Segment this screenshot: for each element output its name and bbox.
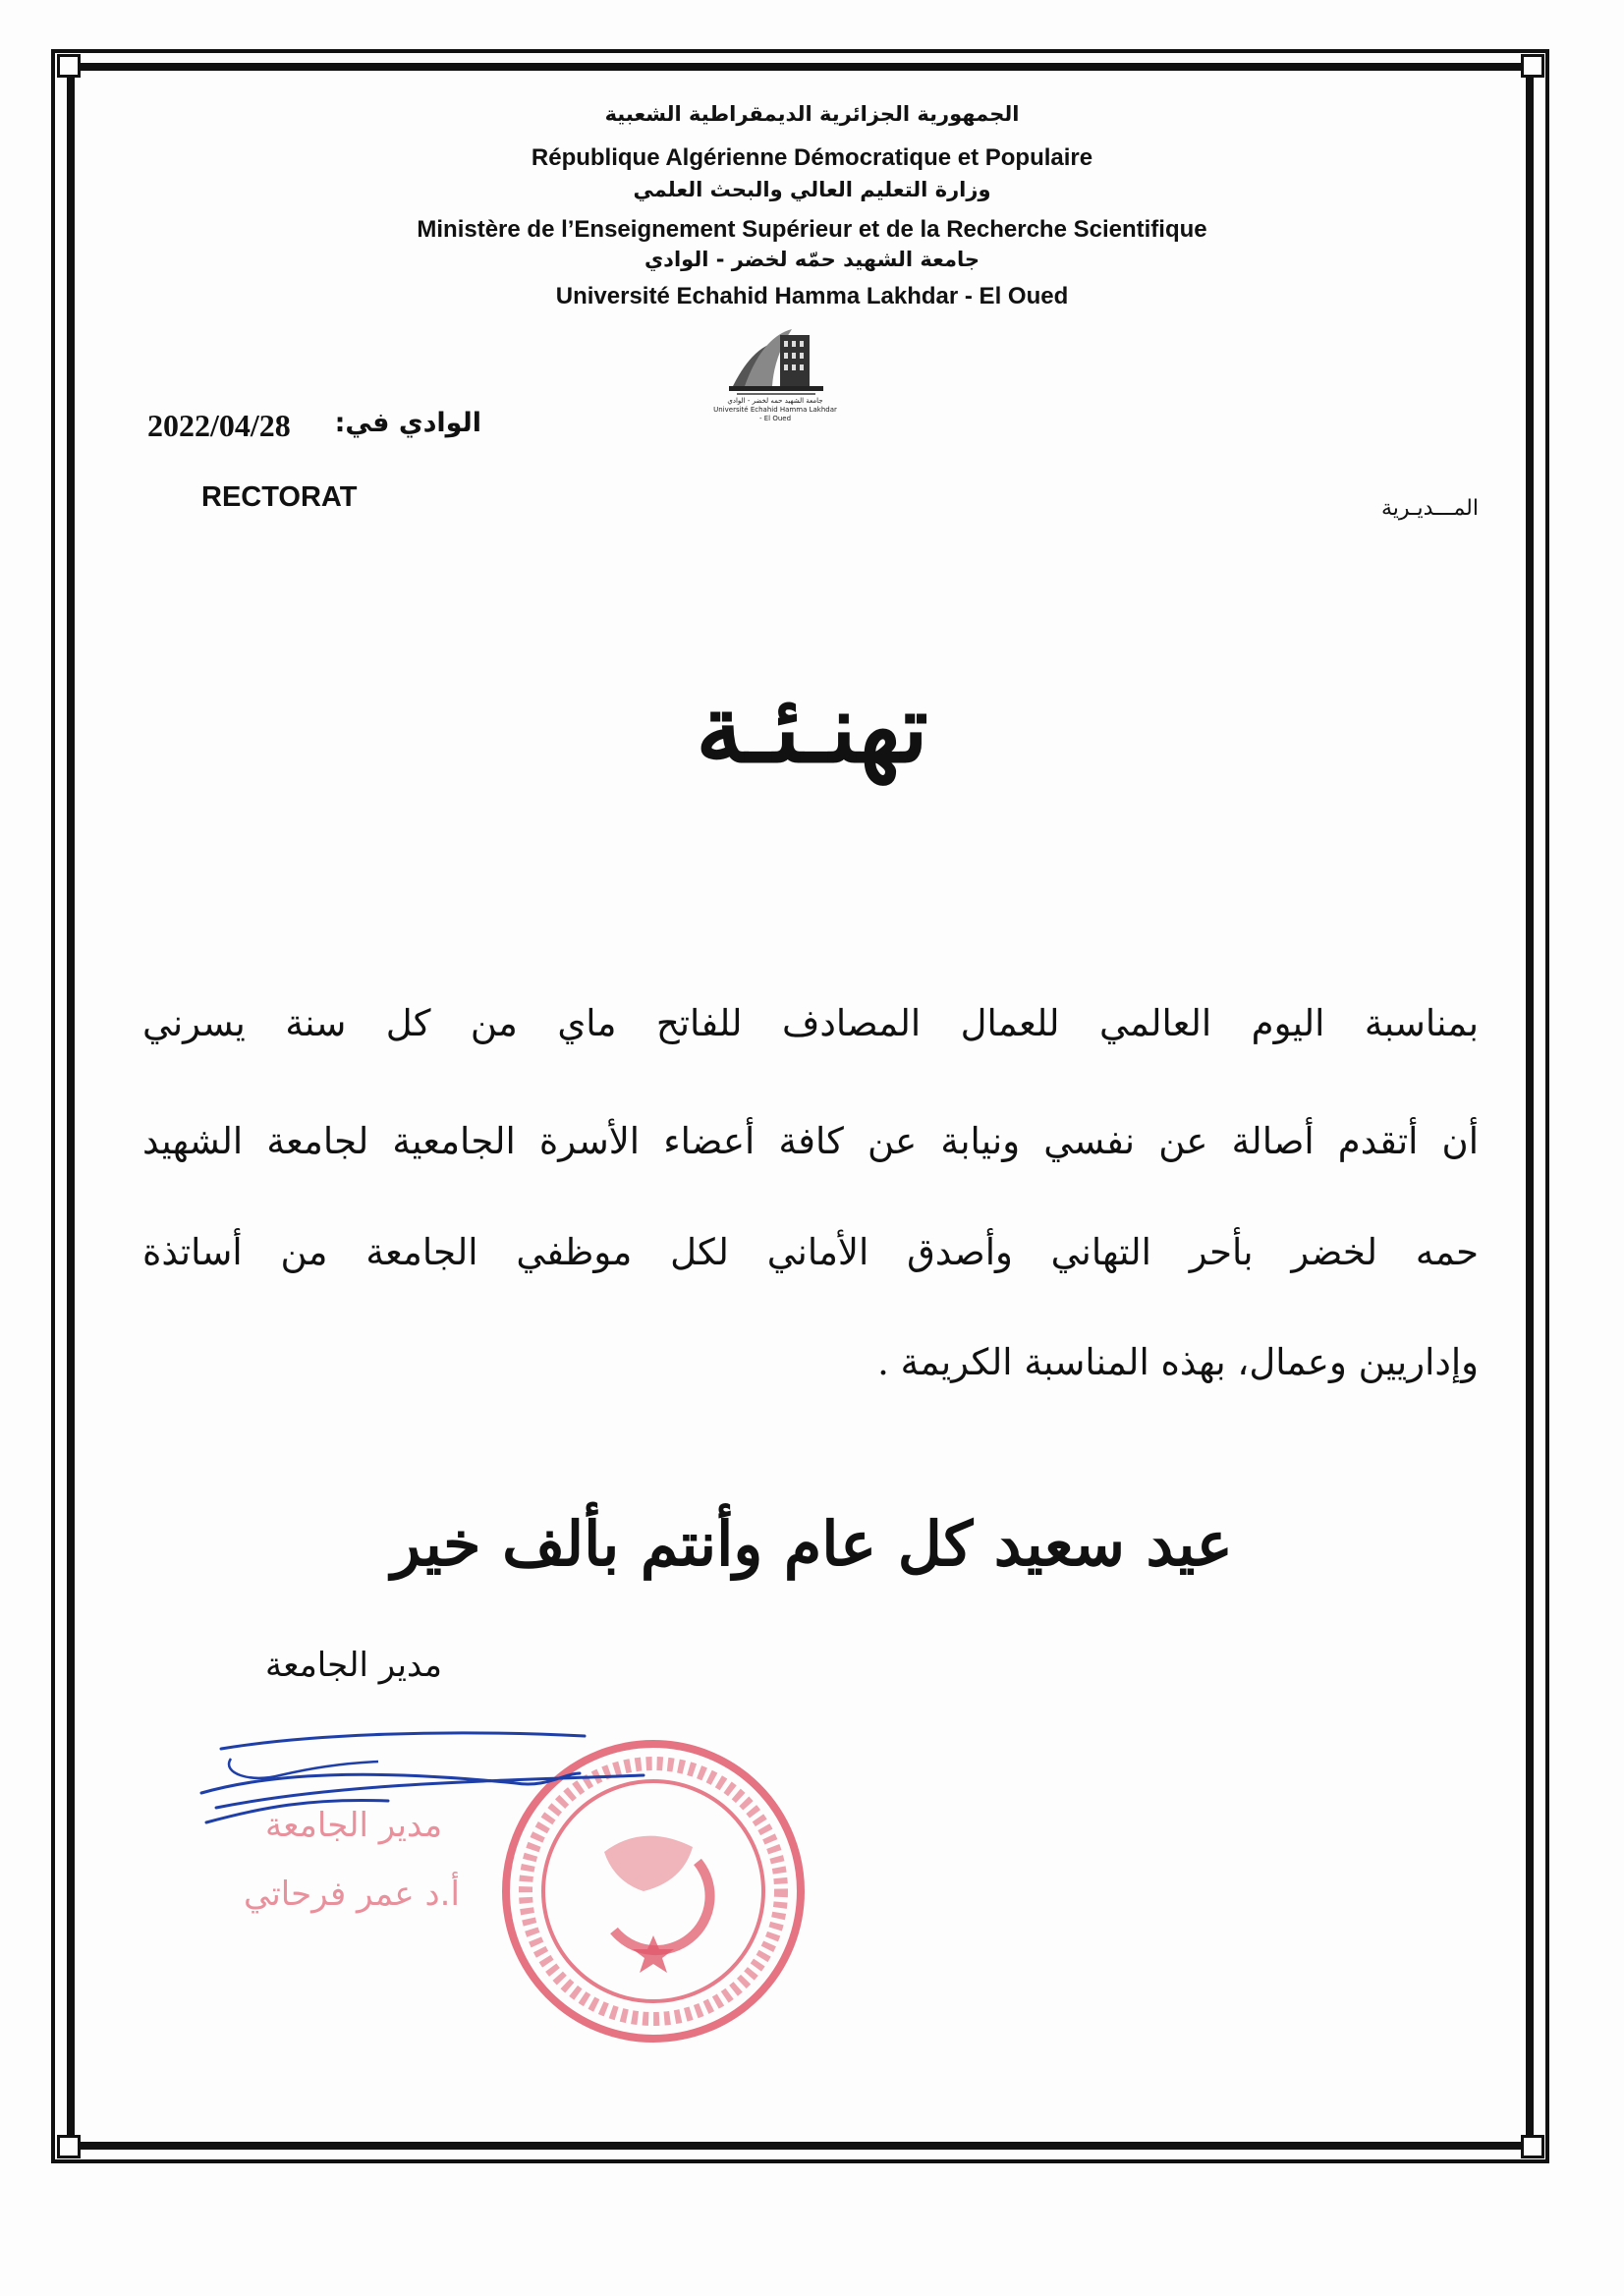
logo-caption-ar: جامعة الشهيد حمه لخضر - الوادي — [727, 397, 823, 405]
body-line: حمه لخضر بأحر التهاني وأصدق الأماني لكل موظفي الجامعة من أساتذة — [142, 1231, 1479, 1273]
corner-ornament — [1521, 54, 1544, 78]
signatory-title: مدير الجامعة — [264, 1646, 443, 1685]
university-name-ar: جامعة الشهيد حمّه لخضر - الوادي — [644, 248, 980, 271]
ministry-name-fr: Ministère de l’Enseignement Supérieur et de la Recherche Scientifique — [417, 216, 1207, 243]
country-name-fr: République Algérienne Démocratique et Populaire — [531, 144, 1093, 171]
ministry-name-ar: وزارة التعليم العالي والبحث العلمي — [633, 178, 991, 201]
date-label: الوادي في: — [334, 408, 481, 438]
signature-icon — [192, 1714, 742, 1852]
corner-ornament — [1521, 2135, 1544, 2158]
document-title: تهنـئـة — [696, 673, 928, 784]
university-name-fr: Université Echahid Hamma Lakhdar - El Oued — [555, 283, 1069, 309]
stamp-title-text: مدير الجامعة — [265, 1806, 443, 1845]
body-line: أن أتقدم أصالة عن نفسي ونيابة عن كافة أعضاء الأسرة الجامعية لجامعة الشهيد — [142, 1120, 1479, 1162]
stamp-name-text: أ.د عمر فرحاتي — [244, 1875, 460, 1914]
closing-greeting: عيد سعيد كل عام وأنتم بألف خير — [391, 1508, 1233, 1580]
department-fr: RECTORAT — [201, 481, 358, 513]
logo-caption — [711, 397, 839, 423]
department-ar: المـــديـرية — [1380, 496, 1479, 521]
country-name-ar: الجمهورية الجزائرية الديمقراطية الشعبية — [604, 102, 1020, 126]
corner-ornament — [57, 54, 81, 78]
university-logo-icon — [723, 317, 829, 408]
body-last-line: وإداريين وعمال، بهذه المناسبة الكريمة . — [877, 1341, 1479, 1383]
logo-caption-fr: Université Echahid Hamma Lakhdar - El Oued — [713, 406, 837, 422]
date-value: 2022/04/28 — [147, 408, 291, 443]
corner-ornament — [57, 2135, 81, 2158]
body-line: بمناسبة اليوم العالمي للعمال المصادف للفاتح ماي من كل سنة يسرني — [142, 1002, 1479, 1044]
